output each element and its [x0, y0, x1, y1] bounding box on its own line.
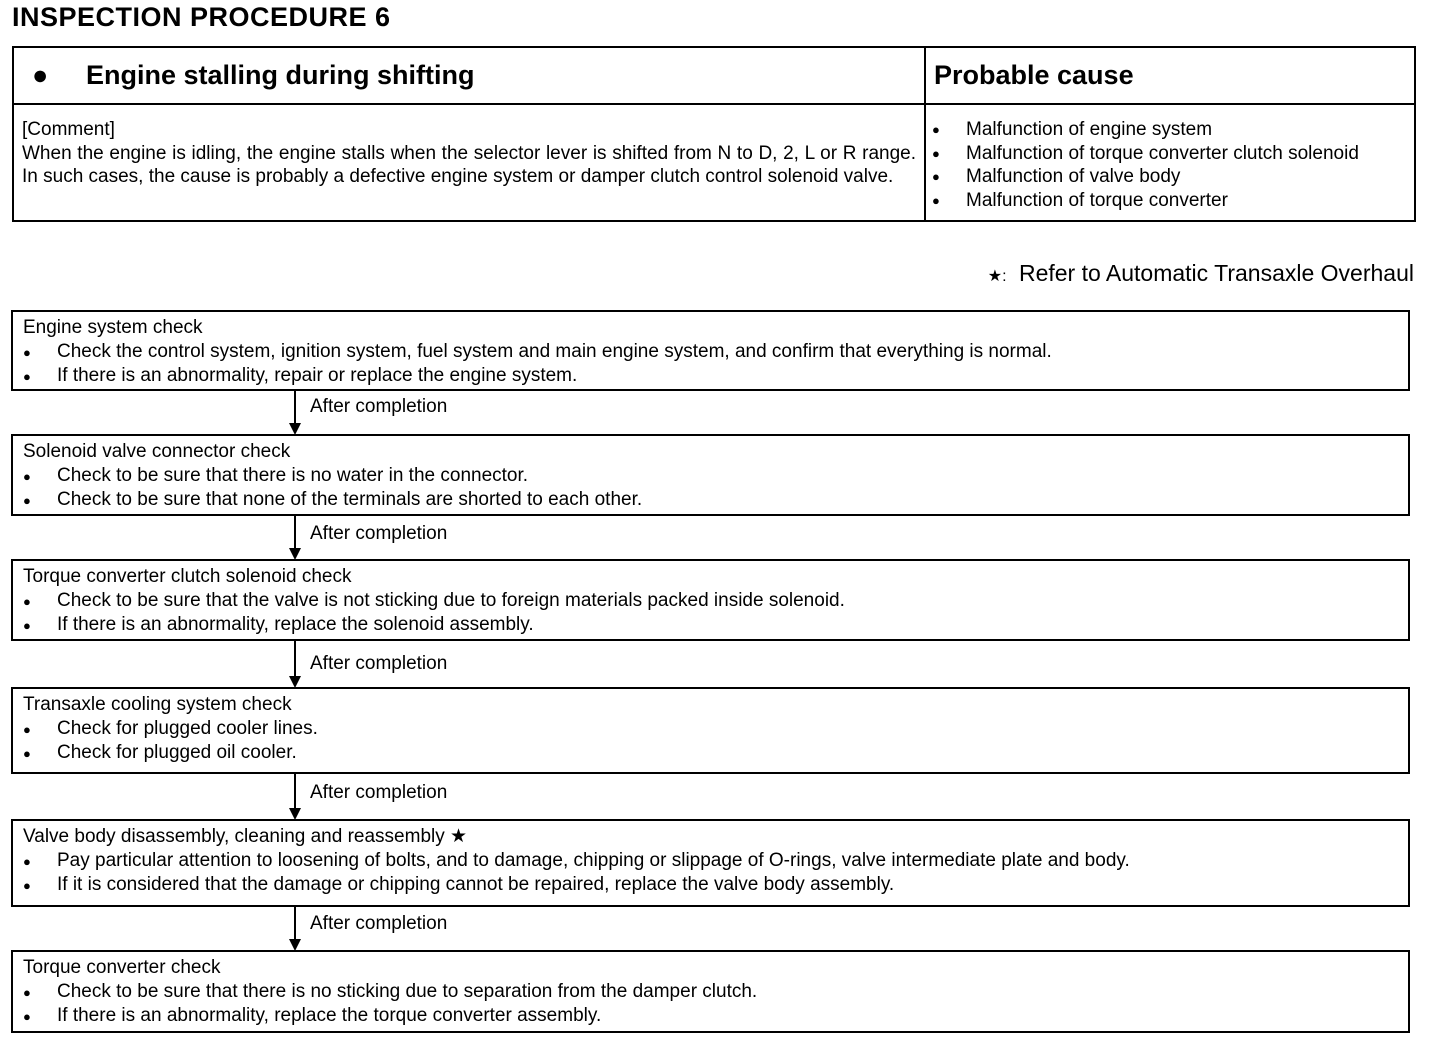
step-item: ● Check the control system, ignition system, fuel system and main engine system, and confirm that everything is normal.: [23, 340, 1398, 364]
probable-cause-item: ● Malfunction of torque converter: [932, 189, 1359, 213]
table-divider-horizontal: [14, 103, 1414, 105]
step-item: ● If there is an abnormality, replace the solenoid assembly.: [23, 613, 1398, 637]
arrow-label: After completion: [310, 913, 448, 934]
step-title: Transaxle cooling system check: [23, 694, 292, 715]
step-box-tcc-solenoid: [11, 559, 1410, 641]
step-item: ● If it is considered that the damage or chipping cannot be repaired, replace the valve body assembly.: [23, 873, 1398, 897]
symptom-label: Engine stalling during shifting: [86, 60, 475, 90]
probable-cause-item: ● Malfunction of valve body: [932, 165, 1359, 189]
step-title: Torque converter check: [23, 957, 221, 978]
probable-cause-item: ● Malfunction of engine system: [932, 118, 1359, 142]
table-divider-vertical: [924, 48, 926, 220]
step-title: Valve body disassembly, cleaning and reassembly ★: [23, 826, 468, 847]
step-title: Engine system check: [23, 317, 203, 338]
step-box-valve-body: [11, 819, 1410, 907]
step-item: ● Check to be sure that there is no water in the connector.: [23, 464, 1398, 488]
step-item-list: [23, 589, 1398, 637]
step-item-list: [23, 717, 1398, 765]
step-item: ● Pay particular attention to loosening of bolts, and to damage, chipping or slippage of O-rings, valve intermediate plate and body.: [23, 849, 1398, 873]
arrow-label: After completion: [310, 396, 448, 417]
comment-label: [Comment]: [22, 119, 115, 140]
flow-arrow-down-icon: [294, 516, 296, 558]
symptom-table: [12, 46, 1416, 222]
step-item: ● Check to be sure that none of the terminals are shorted to each other.: [23, 488, 1398, 512]
step-title: Torque converter clutch solenoid check: [23, 566, 352, 587]
step-item: ● Check for plugged oil cooler.: [23, 741, 1398, 765]
flow-arrow-down-icon: [294, 907, 296, 949]
step-item-list: [23, 849, 1398, 897]
step-item: ● Check to be sure that the valve is not sticking due to foreign materials packed inside solenoid.: [23, 589, 1398, 613]
flow-arrow-down-icon: [294, 774, 296, 818]
star-icon: ★:: [987, 268, 1007, 285]
comment-text: When the engine is idling, the engine stalls when the selector lever is shifted from N to D, 2, L or R range. In such cases, the cause is probably a defective engine system or damper clutch control solenoid valve.: [22, 142, 916, 187]
step-item-list: [23, 980, 1398, 1028]
probable-cause-heading: Probable cause: [934, 60, 1134, 90]
arrow-label: After completion: [310, 782, 448, 803]
step-item: ● Check to be sure that there is no sticking due to separation from the damper clutch.: [23, 980, 1398, 1004]
bullet-icon: ●: [32, 60, 49, 90]
step-item: ● If there is an abnormality, replace the torque converter assembly.: [23, 1004, 1398, 1028]
arrow-label: After completion: [310, 653, 448, 674]
step-box-torque-converter: [11, 950, 1410, 1033]
symptom-heading: [32, 58, 474, 92]
overhaul-reference-note: [988, 258, 1414, 292]
step-title: Solenoid valve connector check: [23, 441, 291, 462]
step-item: ● If there is an abnormality, repair or replace the engine system.: [23, 364, 1398, 388]
probable-cause-list: [932, 118, 1359, 212]
step-item-list: [23, 340, 1398, 388]
comment-block: [22, 118, 916, 189]
flow-arrow-down-icon: [294, 391, 296, 433]
page-title: INSPECTION PROCEDURE 6: [12, 2, 391, 32]
probable-cause-item: ● Malfunction of torque converter clutch solenoid: [932, 142, 1359, 166]
note-text: Refer to Automatic Transaxle Overhaul: [1018, 260, 1414, 286]
step-box-cooling-system: [11, 687, 1410, 774]
step-box-solenoid-connector: [11, 434, 1410, 516]
step-box-engine-system: [11, 310, 1410, 391]
step-item: ● Check for plugged cooler lines.: [23, 717, 1398, 741]
step-item-list: [23, 464, 1398, 512]
arrow-label: After completion: [310, 523, 448, 544]
flow-arrow-down-icon: [294, 641, 296, 686]
